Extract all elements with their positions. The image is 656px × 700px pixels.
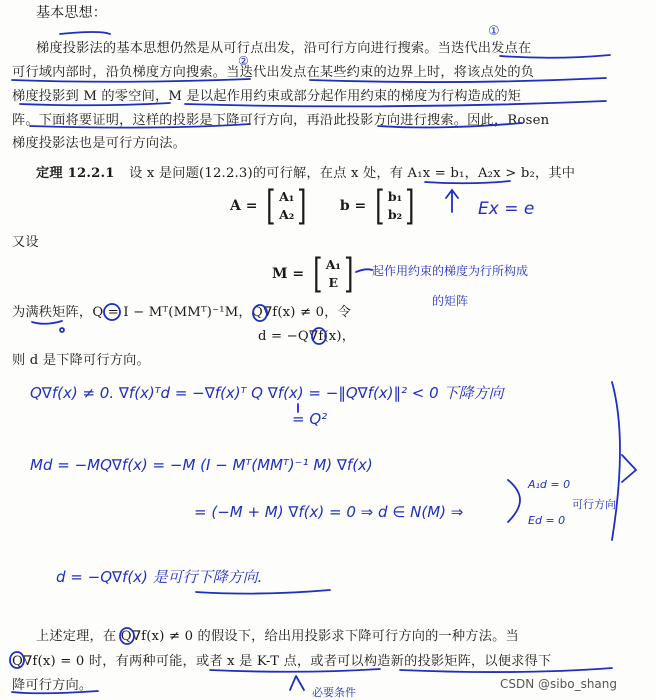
matrix-definitions [230, 183, 418, 229]
arrow-stroke [356, 269, 372, 272]
matrix-entry: b₁ [387, 189, 403, 204]
handwritten-proof-line-3: = (−M + M) ∇f(x) = 0 ⇒ d ∈ N(M) ⇒ [194, 503, 464, 521]
closing-line: 上述定理，在 Q∇f(x) ≠ 0 的假设下，给出用投影求下降可行方向的一种方法。当 [36, 629, 519, 644]
matrix-m: [ A₁ E ] [313, 251, 354, 297]
vector-b: [ b₁ b₂ ] [375, 183, 415, 229]
arrow-stroke [446, 190, 458, 212]
matrix-a: [ A₁ A₂ ] [266, 183, 307, 229]
dot-stroke [60, 328, 64, 332]
matrix-m-label: M = [272, 266, 305, 282]
handwritten-note-m: 起作用约束的梯度为行所构成 [372, 264, 529, 278]
handwritten-mark-2: ② [238, 54, 249, 68]
handwritten-kt-note: 必要条件 [312, 686, 356, 699]
vector-b-label: b = [339, 198, 367, 214]
intro-line: 阵。下面将要证明，这样的投影是下降可行方向，再沿此投影方向进行搜索。因此，Rosen [12, 113, 550, 128]
theorem-text: 设 x 是问题(12.2.3)的可行解，在点 x 处，有 A₁x = b₁，A₂x > b₂，其中 [129, 166, 576, 181]
underline-stroke [196, 590, 330, 594]
watermark: CSDN @sibo_shang [500, 677, 618, 691]
handwritten-mark-1: ① [488, 24, 500, 39]
closing-line: Q∇f(x) = 0 时，有两种可能，或者 x 是 K-T 点，或者可以构造新的投影矩阵，以便求得下 [12, 654, 552, 669]
handwritten-case-2: Ed = 0 [528, 514, 566, 527]
matrix-entry: A₁ [325, 257, 341, 272]
matrix-entry: b₂ [387, 207, 403, 222]
intro-line: 梯度投影到 M 的零空间，M 是以起作用约束或部分起作用约束的梯度为行构造成的矩 [12, 89, 522, 104]
matrix-entry: E [328, 275, 339, 290]
brace-stroke [508, 480, 520, 522]
intro-line: 梯度投影法也是可行方向法。 [12, 136, 187, 151]
handwritten-proof-line-1: Q∇f(x) ≠ 0. ∇f(x)ᵀd = −∇f(x)ᵀ Q ∇f(x) = −‖Q∇f(x)‖² < 0 下降方向 [30, 384, 504, 402]
theorem-conclusion: 则 d 是下降可行方向。 [12, 353, 150, 368]
closing-line: 降可行方向。 [12, 678, 93, 693]
matrix-m-definition [272, 251, 357, 297]
matrix-a-label: A = [230, 198, 258, 214]
theorem-label: 定理 12.2.1 [36, 166, 115, 181]
brace-stroke [612, 382, 620, 540]
handwritten-case-1: A₁d = 0 [528, 478, 571, 491]
handwritten-q-squared: = Q² [292, 410, 328, 428]
intro-line: 梯度投影法的基本思想仍然是从可行点出发，沿可行方向进行搜索。当迭代出发点在 [36, 41, 532, 56]
section-heading: 基本思想： [36, 5, 107, 21]
matrix-entry: A₂ [279, 207, 295, 222]
handwritten-note-m2: 的矩阵 [432, 294, 469, 308]
also-text: 又设 [12, 235, 39, 250]
intro-line: 可行域内部时，沿负梯度方向搜索。当迭代出发点在某些约束的边界上时，将该点处的负 [12, 65, 535, 80]
theorem-statement [36, 163, 575, 185]
handwritten-feasible-note: 可行方向 [572, 498, 616, 511]
matrix-entry: A₁ [279, 189, 295, 204]
underline-stroke [60, 32, 110, 34]
arrow-stroke [290, 676, 304, 690]
handwritten-ex-equation: Ex = e [478, 199, 535, 219]
handwritten-result: d = −Q∇f(x) 是可行下降方向. [56, 568, 263, 586]
direction-definition: d = −Q∇f(x)， [258, 329, 356, 344]
projection-matrix-line: 为满秩矩阵，Q = I − Mᵀ(MMᵀ)⁻¹M，Q∇f(x) ≠ 0，令 [12, 305, 352, 320]
handwritten-proof-line-2: Md = −MQ∇f(x) = −M (I − Mᵀ(MMᵀ)⁻¹ M) ∇f(x) [30, 456, 373, 474]
arrow-stroke [622, 455, 636, 482]
